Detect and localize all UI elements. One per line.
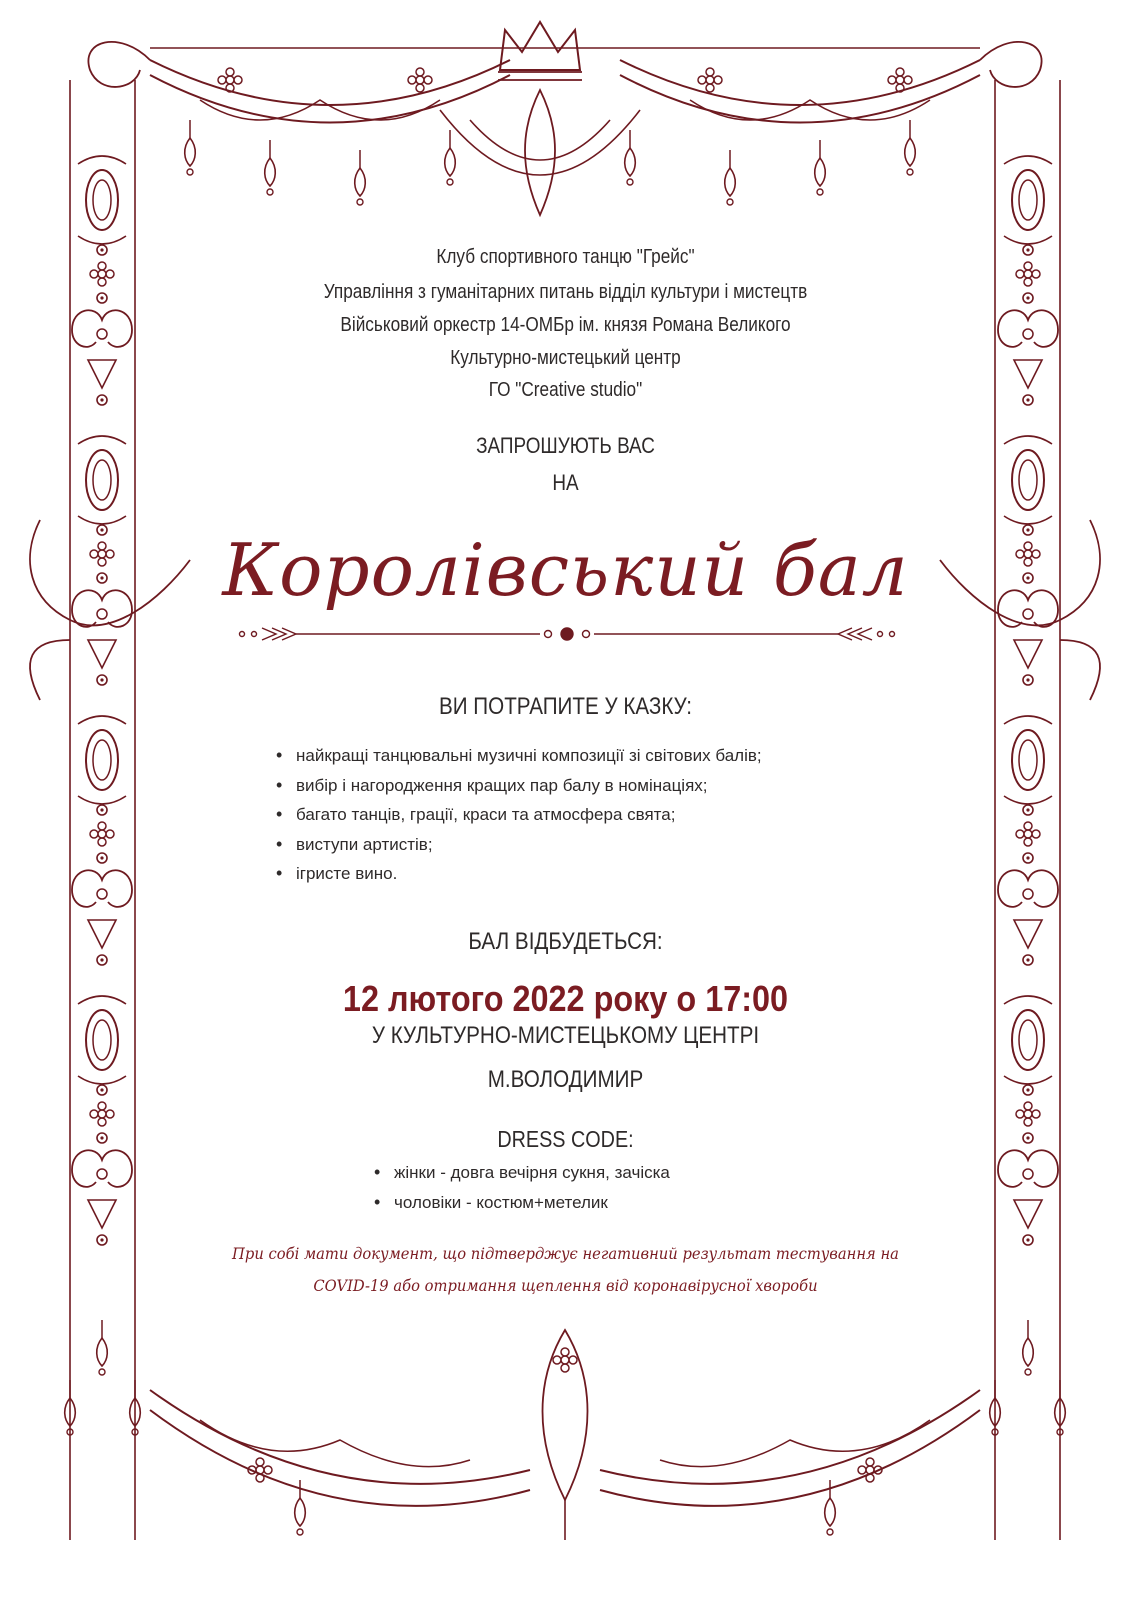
- city: М.ВОЛОДИМИР: [487, 1066, 644, 1093]
- list-item: • багато танців, грації, краси та атмосфера свята;: [274, 800, 762, 830]
- list-item: • виступи артистів;: [274, 830, 762, 860]
- organizer-4: Культурно-мистецький центр: [450, 347, 681, 369]
- organizer-2: Управління з гуманітарних питань відділ культури і мистецтв: [323, 281, 808, 303]
- covid-notice: [229, 1238, 902, 1302]
- organizer-5: ГО "Creative studio": [488, 379, 643, 401]
- invite-line-2: НА: [552, 470, 579, 495]
- highlights-list: [274, 741, 762, 889]
- list-item: • найкращі танцювальні музичні композиції зі світових балів;: [274, 741, 762, 771]
- ball-heading: БАЛ ВІДБУДЕТЬСЯ:: [468, 928, 663, 955]
- list-item: • вибір і нагородження кращих пар балу в номінаціях;: [274, 771, 762, 801]
- list-item: • ігристе вино.: [274, 859, 762, 889]
- event-title: Королівський бал: [222, 528, 909, 612]
- dress-code-list: [372, 1158, 670, 1217]
- venue: У КУЛЬТУРНО-МИСТЕЦЬКОМУ ЦЕНТРІ: [371, 1022, 760, 1049]
- list-item: • жінки - довга вечірня сукня, зачіска: [372, 1158, 670, 1188]
- fairy-tale-heading: ВИ ПОТРАПИТЕ У КАЗКУ:: [438, 693, 693, 720]
- organizer-3: Військовий оркестр 14-ОМБр ім. князя Романа Великого: [340, 314, 791, 336]
- covid-notice-line-2: COVID-19 або отримання щеплення від коронавірусної хвороби: [313, 1276, 818, 1295]
- title-divider: [240, 628, 895, 640]
- dress-code-heading: DRESS CODE:: [497, 1126, 634, 1152]
- covid-notice-line-1: При собі мати документ, що підтверджує негативний результат тестування на: [232, 1244, 899, 1263]
- invite-line-1: ЗАПРОШУЮТЬ ВАС: [476, 433, 655, 458]
- organizer-1: Клуб спортивного танцю "Грейс": [436, 246, 695, 268]
- event-date-time: 12 лютого 2022 року о 17:00: [342, 978, 789, 1019]
- list-item: • чоловіки - костюм+метелик: [372, 1188, 670, 1218]
